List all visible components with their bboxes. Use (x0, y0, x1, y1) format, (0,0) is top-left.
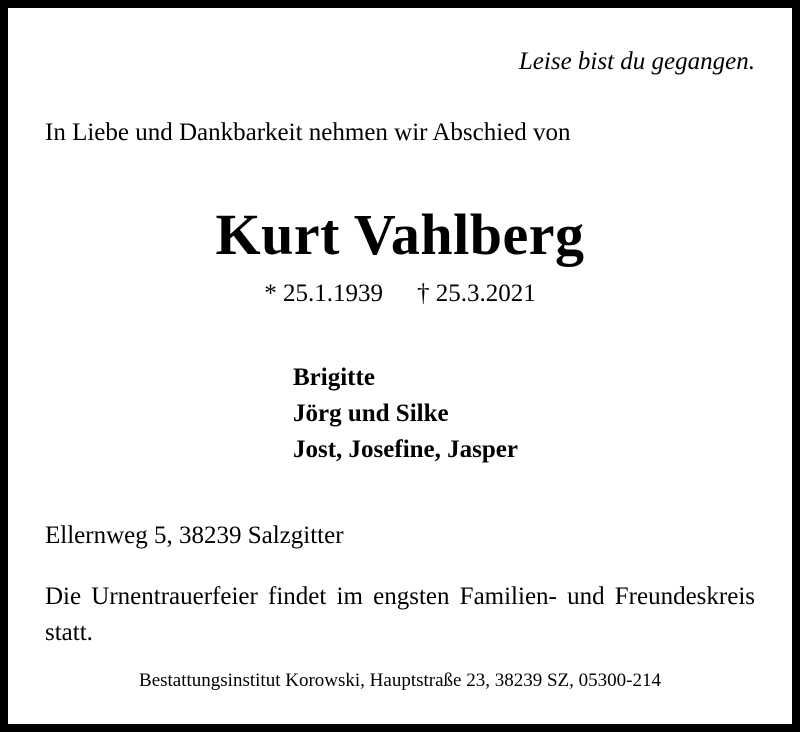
death-date: † 25.3.2021 (417, 280, 536, 307)
mourner-name: Brigitte (293, 364, 375, 391)
deceased-name: Kurt Vahlberg (215, 202, 585, 267)
motto: Leise bist du gegangen. (518, 48, 755, 75)
address: Ellernweg 5, 38239 Salzgitter (45, 522, 344, 549)
mourner-name: Jost, Josefine, Jasper (293, 436, 518, 463)
mourner-name: Jörg und Silke (293, 400, 449, 427)
ceremony-note: Die Urnentrauerfeier findet im engsten Familien- und Freundeskreis statt. (45, 583, 755, 646)
life-dates (8, 280, 792, 308)
birth-date: * 25.1.1939 (264, 280, 383, 307)
funeral-home: Bestattungsinstitut Korowski, Hauptstraße 23, 38239 SZ, 05300-214 (139, 670, 661, 691)
mourners-list (293, 360, 518, 468)
intro-text: In Liebe und Dankbarkeit nehmen wir Abschied von (45, 119, 571, 146)
